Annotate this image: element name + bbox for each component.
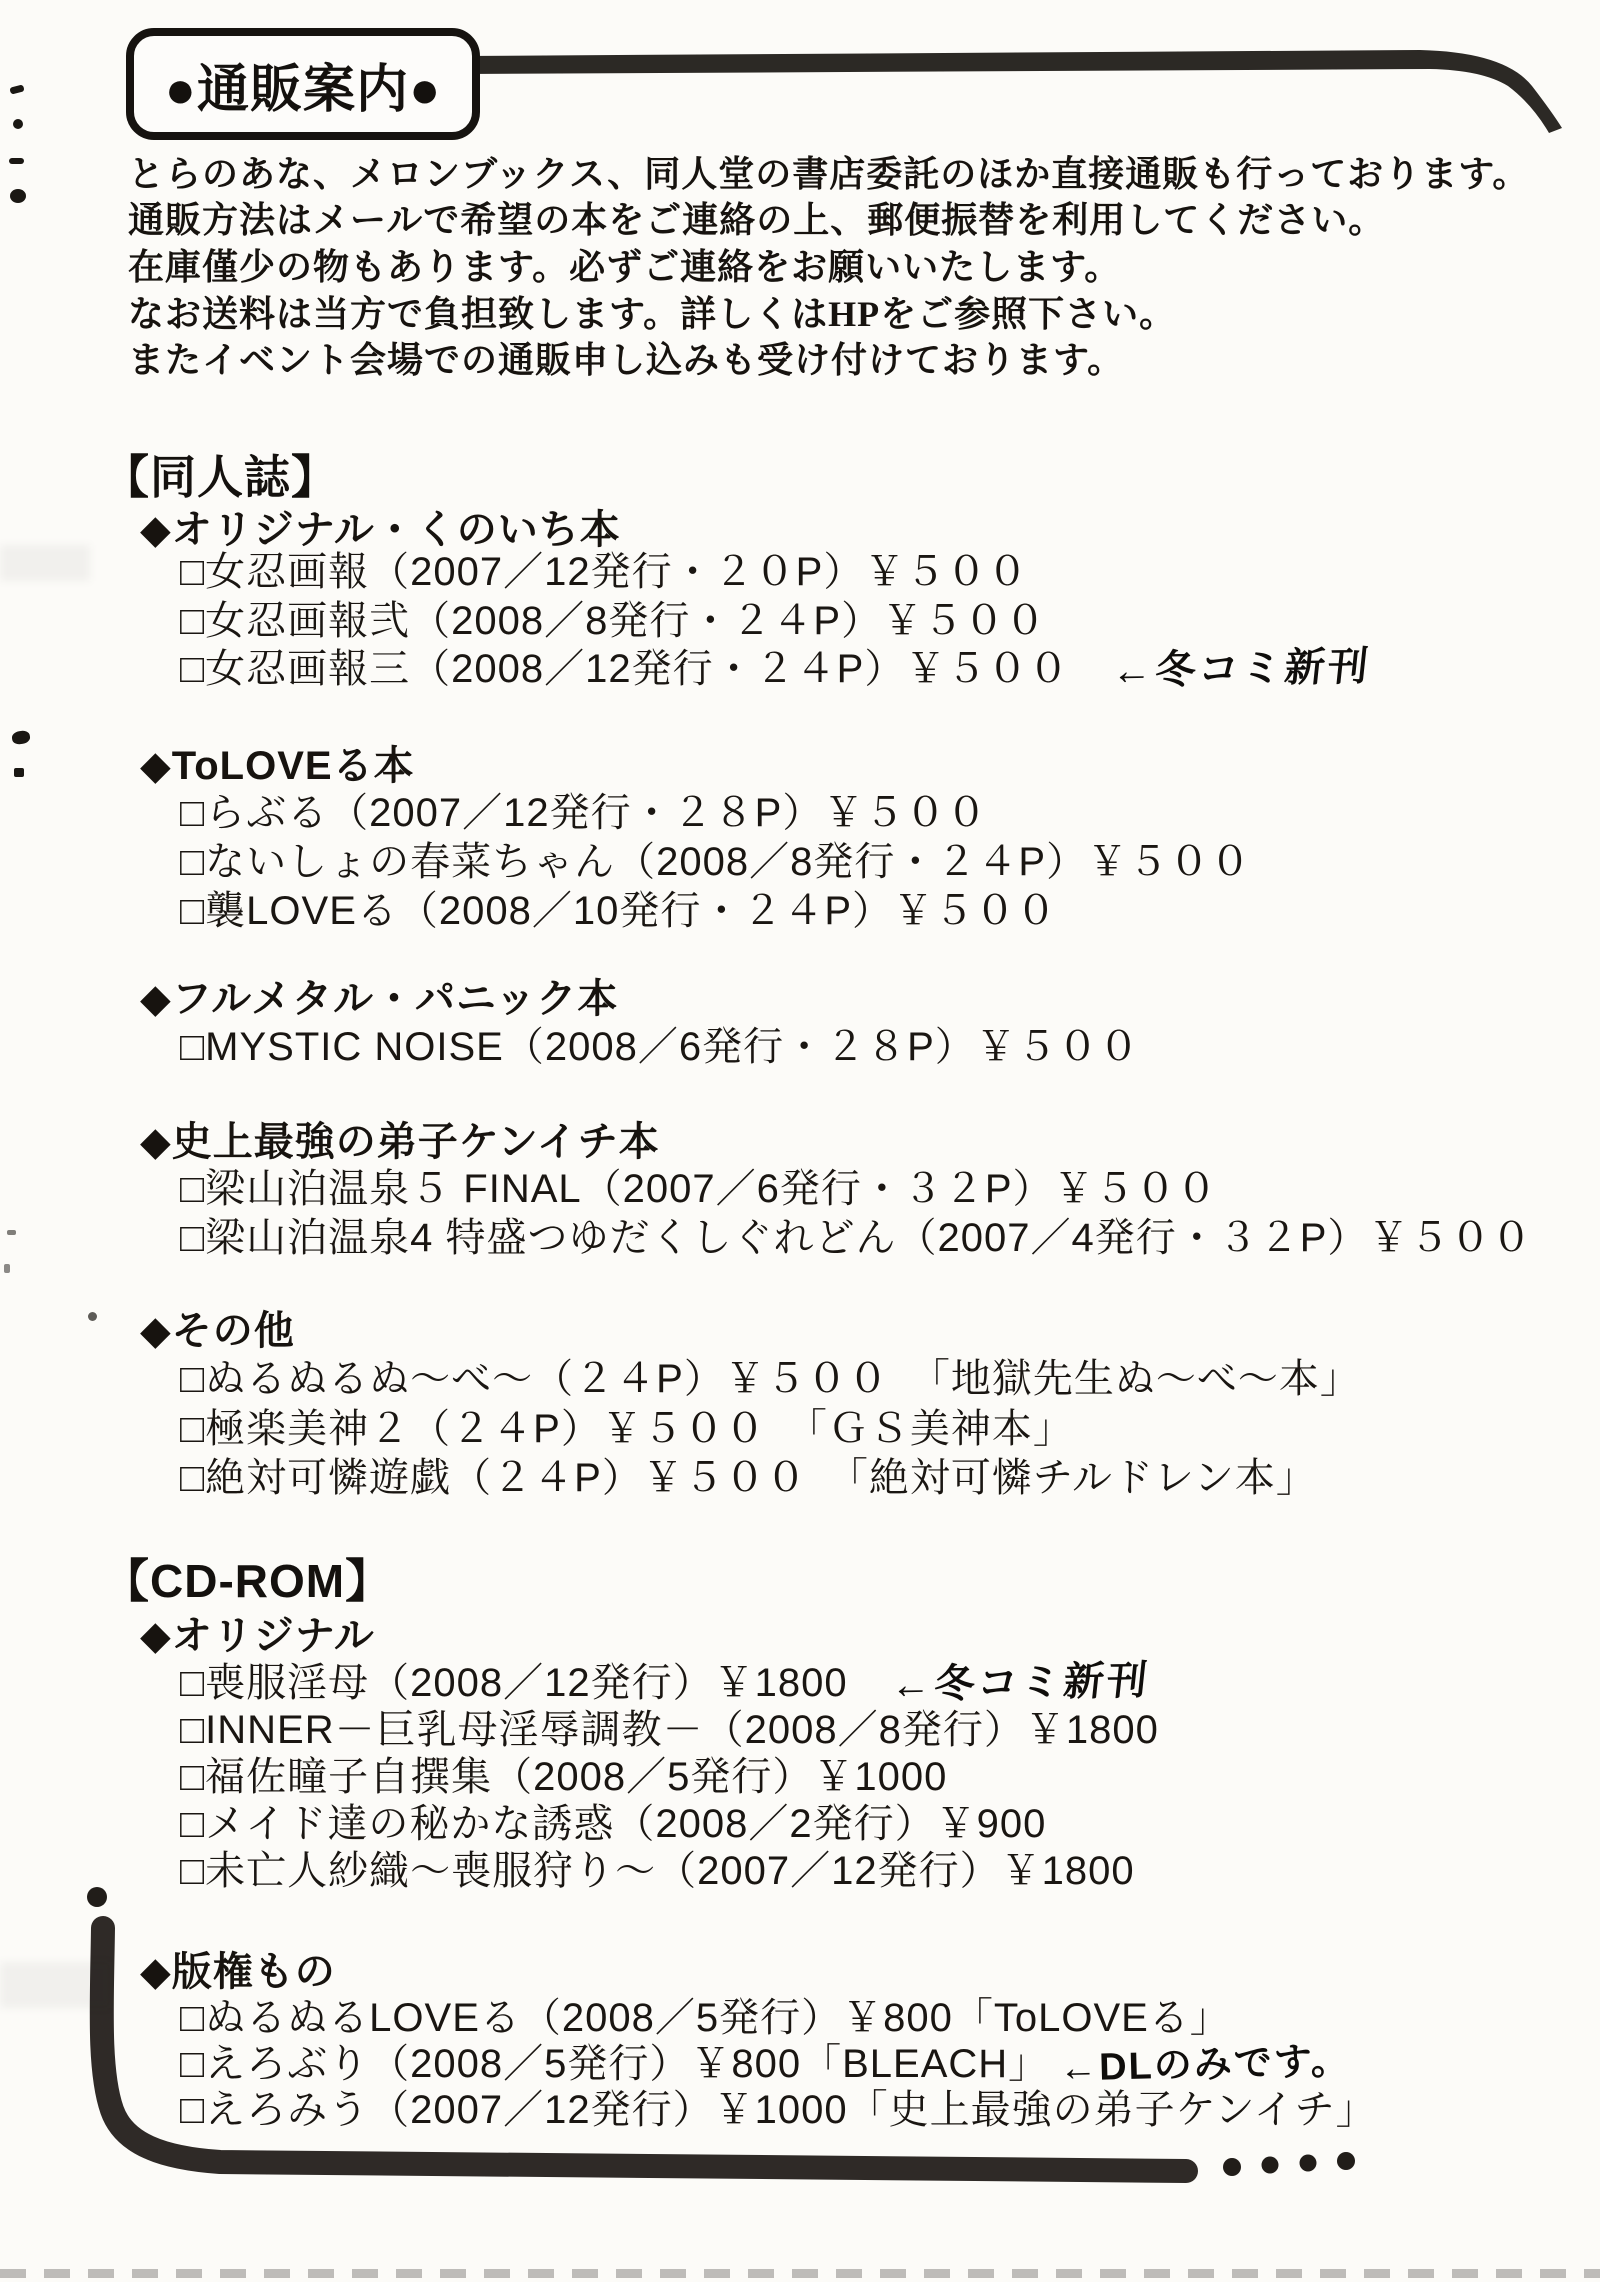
list-item: □ぬるぬるぬ～べ～（２４P）￥５００ 「地獄先生ぬ～べ～本」 <box>180 1357 1361 1401</box>
scan-bottom-edge <box>0 2269 1600 2278</box>
list-item: □女忍画報三（2008／12発行・２４P）￥５００ ←冬コミ新刊 <box>180 637 1371 694</box>
scan-smudge <box>0 545 90 581</box>
intro-line: なお送料は当方で負担致します。詳しくはHPをご参照下さい。 <box>128 294 1177 334</box>
category-label: ◆版権もの <box>140 1950 336 1994</box>
new-release-note: ←冬コミ新刊 <box>1110 644 1374 694</box>
list-item: □ないしょの春菜ちゃん（2008／8発行・２４P）￥５００ <box>180 840 1252 884</box>
intro-line: 通販方法はメールで希望の本をご連絡の上、郵便振替を利用してください。 <box>128 200 1386 240</box>
scan-speck <box>14 768 24 777</box>
list-item: □絶対可憐遊戯（２４P）￥５００ 「絶対可憐チルドレン本」 <box>180 1456 1317 1500</box>
list-item: □福佐瞳子自撰集（2008／5発行）￥1000 <box>180 1755 948 1799</box>
scan-smudge <box>0 1962 110 2008</box>
list-item: □えろぶり（2008／5発行）￥800「BLEACH」 ←DLのみです。 <box>180 2032 1351 2089</box>
header-title-box <box>126 28 480 140</box>
list-item: □喪服淫母（2008／12発行）￥1800 ←冬コミ新刊 <box>180 1651 1150 1708</box>
category-label: ◆オリジナル <box>140 1614 375 1658</box>
page-title: ●通販案内● <box>164 60 442 119</box>
list-item: □えろみう（2007／12発行）￥1000「史上最強の弟子ケンイチ」 <box>180 2088 1377 2132</box>
list-item: □MYSTIC NOISE（2008／6発行・２８P）￥５００ <box>180 1025 1140 1069</box>
intro-line: 在庫僅少の物もあります。必ずご連絡をお願いいたします。 <box>128 247 1122 287</box>
scan-speck <box>9 158 24 164</box>
list-item: □らぶる（2007／12発行・２８P）￥５００ <box>180 791 988 835</box>
list-item: □襲LOVEる（2008／10発行・２４P）￥５００ <box>180 889 1058 933</box>
category-label: ◆オリジナル・くのいち本 <box>140 508 621 552</box>
intro-line: とらのあな、メロンブックス、同人堂の書店委託のほか直接通販も行っております。 <box>128 154 1530 194</box>
list-item: □極楽美神２（２４P）￥５００ 「ＧＳ美神本」 <box>180 1407 1074 1451</box>
scan-speck <box>88 1312 97 1321</box>
list-item: □メイド達の秘かな誘惑（2008／2発行）￥900 <box>180 1802 1047 1846</box>
section-heading-cdrom: 【CD-ROM】 <box>103 1555 393 1607</box>
scan-speck <box>10 189 26 203</box>
list-item: □未亡人紗織～喪服狩り～（2007／12発行）￥1800 <box>180 1849 1135 1893</box>
scan-speck <box>4 1264 10 1273</box>
section-heading-doujinshi: 【同人誌】 <box>103 451 338 503</box>
scan-speck <box>7 1230 16 1235</box>
category-label: ◆史上最強の弟子ケンイチ本 <box>140 1120 660 1164</box>
category-label: ◆フルメタル・パニック本 <box>140 977 619 1021</box>
list-item: □INNER－巨乳母淫辱調教－（2008／8発行）￥1800 <box>180 1708 1159 1752</box>
list-item: □梁山泊温泉4 特盛つゆだくしぐれどん（2007／4発行・３２P）￥５００ <box>180 1216 1533 1260</box>
list-item: □女忍画報（2007／12発行・２０P）￥５００ <box>180 550 1029 594</box>
category-label: ◆その他 <box>140 1309 295 1353</box>
list-item: □女忍画報弐（2008／8発行・２４P）￥５００ <box>180 599 1047 643</box>
handwritten-note: ←DLのみです。 <box>1058 2040 1352 2090</box>
category-label: ◆ToLOVEる本 <box>140 744 415 788</box>
list-item: □ぬるぬるLOVEる（2008／5発行）￥800「ToLOVEる」 <box>180 1996 1231 2040</box>
list-item: □梁山泊温泉５ FINAL（2007／6発行・３２P）￥５００ <box>180 1167 1218 1211</box>
scan-speck <box>13 119 23 129</box>
intro-line: またイベント会場での通販申し込みも受け付けております。 <box>128 340 1125 380</box>
new-release-note: ←冬コミ新刊 <box>888 1658 1152 1708</box>
